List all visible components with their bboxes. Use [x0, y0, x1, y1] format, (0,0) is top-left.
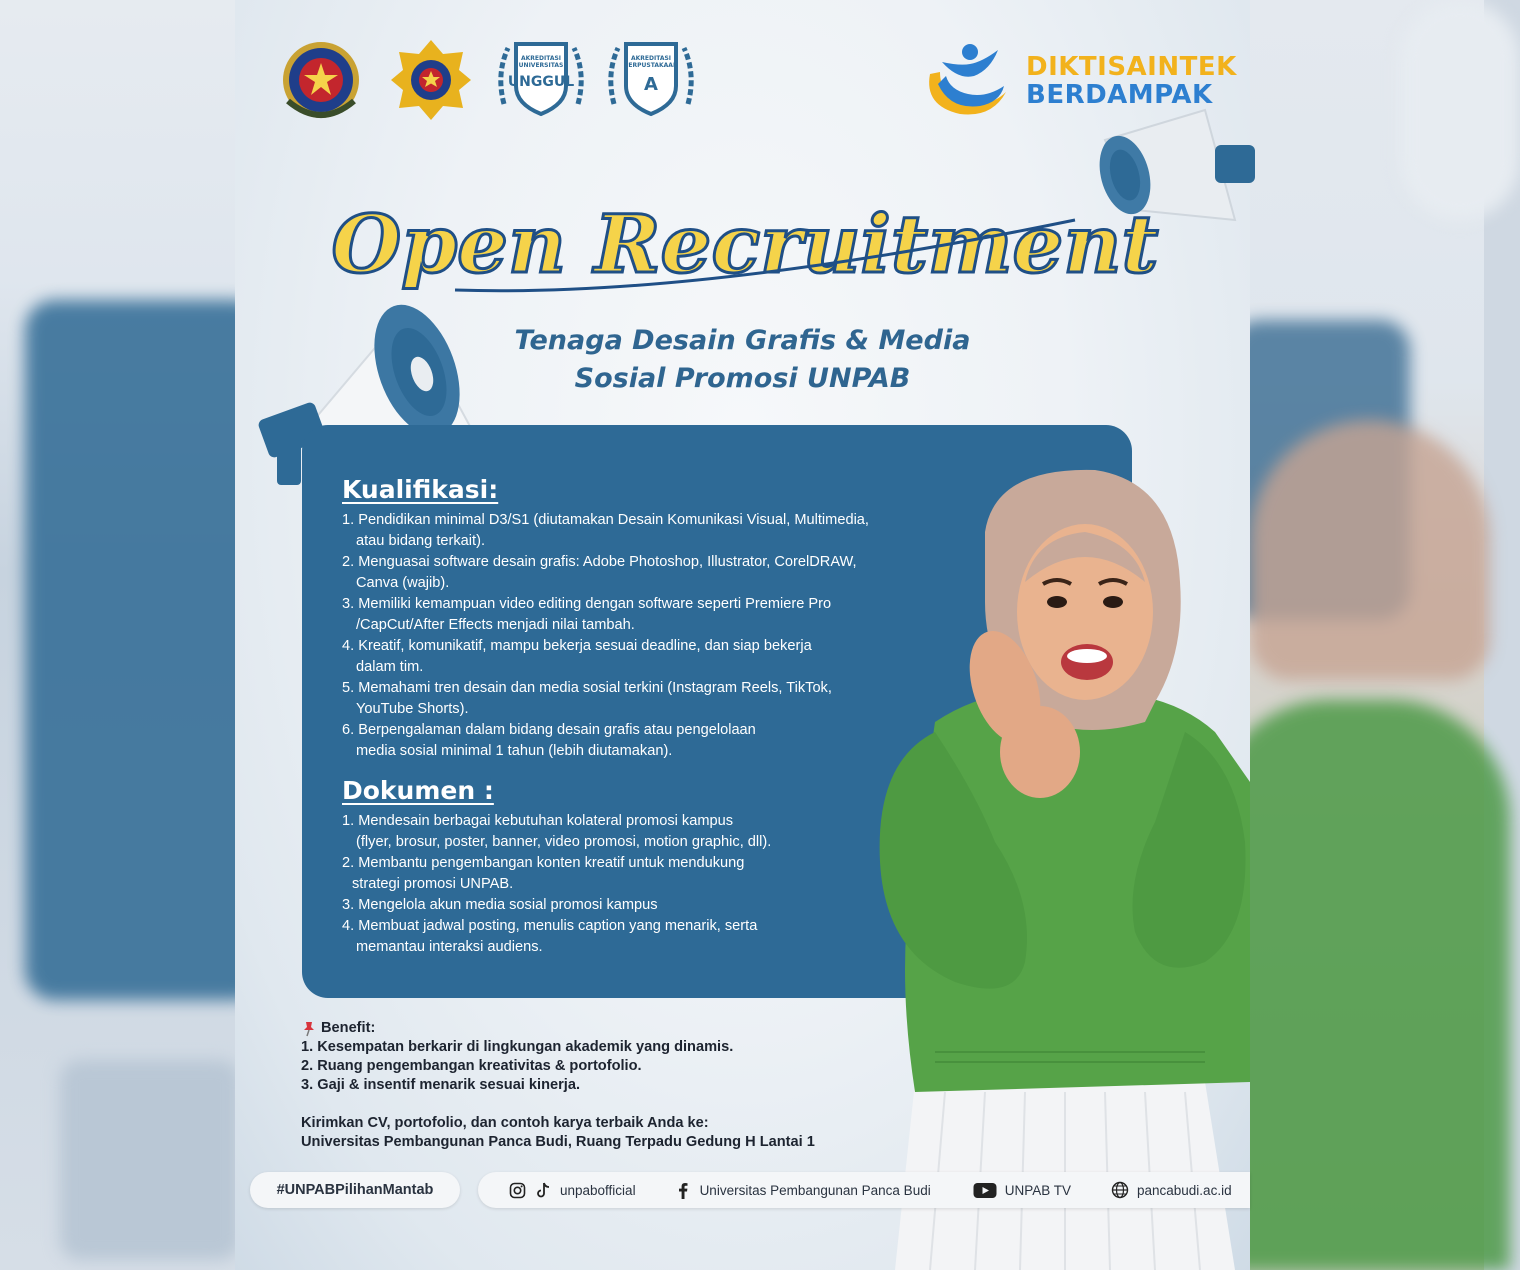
globe-icon — [1111, 1181, 1129, 1199]
facebook-link[interactable] — [674, 1181, 931, 1199]
blurred-background-right — [1250, 0, 1484, 1270]
brand-line-1: DIKTISAINTEK — [1026, 52, 1237, 82]
svg-text:UNGGUL: UNGGUL — [507, 74, 575, 90]
hashtag-pill: #UNPABPilihanMantab — [250, 1172, 460, 1208]
kualifikasi-heading: Kualifikasi: — [342, 475, 499, 504]
facebook-icon — [674, 1181, 692, 1199]
submission-info — [301, 1114, 815, 1152]
benefit-heading: Benefit: — [321, 1020, 376, 1036]
list-item: 2. Membantu pengembangan konten kreatif untuk mendukung strategi promosi UNPAB. — [342, 855, 745, 892]
title-text: Open Recruitment — [331, 197, 1159, 291]
submission-line-1: Kirimkan CV, portofolio, dan contoh karya terbaik Anda ke: — [301, 1115, 709, 1131]
list-item: 2. Ruang pengembangan kreativitas & portofolio. — [301, 1058, 642, 1074]
youtube-link[interactable] — [973, 1181, 1071, 1199]
logo-row — [273, 35, 699, 125]
instagram-tiktok-link[interactable] — [508, 1181, 636, 1199]
list-item: 6. Berpengalaman dalam bidang desain grafis atau pengelolaan media sosial minimal 1 tahun (lebih diutamakan). — [342, 722, 756, 759]
brand-line-2: BERDAMPAK — [1026, 80, 1213, 110]
svg-text:PERPUSTAKAAN: PERPUSTAKAAN — [624, 62, 678, 69]
list-item: 1. Kesempatan berkarir di lingkungan akademik yang dinamis. — [301, 1039, 734, 1055]
dokumen-heading: Dokumen : — [342, 776, 494, 805]
accreditation-unggul-badge — [493, 35, 589, 125]
accreditation-library-badge — [603, 35, 699, 125]
social-links — [478, 1172, 1250, 1208]
svg-text:A: A — [644, 74, 658, 95]
pin-icon — [301, 1021, 317, 1037]
youtube-channel: UNPAB TV — [1004, 1182, 1071, 1198]
diktisaintek-logo-icon — [920, 36, 1012, 126]
benefit-section — [301, 1019, 901, 1095]
list-item: 1. Pendidikan minimal D3/S1 (diutamakan Desain Komunikasi Visual, Multimedia, atau bidang terkait). — [342, 512, 869, 549]
subtitle — [235, 322, 1250, 398]
model-photo — [875, 462, 1250, 1270]
website-url: pancabudi.ac.id — [1137, 1182, 1232, 1198]
website-link[interactable] — [1111, 1181, 1232, 1199]
list-item: 1. Mendesain berbagai kebutuhan kolateral promosi kampus (flyer, brosur, poster, banner, video promosi, motion graphic, dll). — [342, 813, 772, 850]
facebook-name: Universitas Pembangunan Panca Budi — [699, 1182, 931, 1198]
list-item: 3. Mengelola akun media sosial promosi kampus — [342, 897, 658, 913]
list-item: 4. Membuat jadwal posting, menulis caption yang menarik, serta memantau interaksi audiens. — [342, 918, 758, 955]
subtitle-line-2: Sosial Promosi UNPAB — [574, 363, 911, 394]
list-item: 4. Kreatif, komunikatif, mampu bekerja sesuai deadline, dan siap bekerja dalam tim. — [342, 638, 812, 675]
list-item: 3. Memiliki kemampuan video editing dengan software seperti Premiere Pro /CapCut/After Effects menjadi nilai tambah. — [342, 596, 832, 633]
blurred-background-left — [0, 0, 235, 1270]
foundation-emblem-logo — [383, 35, 479, 125]
tiktok-icon — [534, 1181, 552, 1199]
university-emblem-logo — [273, 35, 369, 125]
open-recruitment-title — [331, 180, 1159, 310]
svg-text:UNIVERSITAS: UNIVERSITAS — [518, 62, 564, 69]
instagram-tiktok-handle: unpabofficial — [560, 1182, 636, 1198]
youtube-icon — [973, 1181, 997, 1199]
footer-bar — [235, 1172, 1250, 1208]
svg-text:AKREDITASI: AKREDITASI — [520, 55, 562, 62]
list-item: 2. Menguasai software desain grafis: Adobe Photoshop, Illustrator, CorelDRAW, Canva (wajib). — [342, 554, 857, 591]
list-item: 5. Memahami tren desain dan media sosial terkini (Instagram Reels, TikTok, YouTube Shorts). — [342, 680, 832, 717]
subtitle-line-1: Tenaga Desain Grafis & Media — [514, 325, 971, 356]
list-item: 3. Gaji & insentif menarik sesuai kinerja. — [301, 1077, 581, 1093]
submission-line-2: Universitas Pembangunan Panca Budi, Ruang Terpadu Gedung H Lantai 1 — [301, 1134, 815, 1150]
instagram-icon — [508, 1181, 526, 1199]
recruitment-poster — [235, 0, 1250, 1270]
svg-text:AKREDITASI: AKREDITASI — [630, 55, 672, 62]
